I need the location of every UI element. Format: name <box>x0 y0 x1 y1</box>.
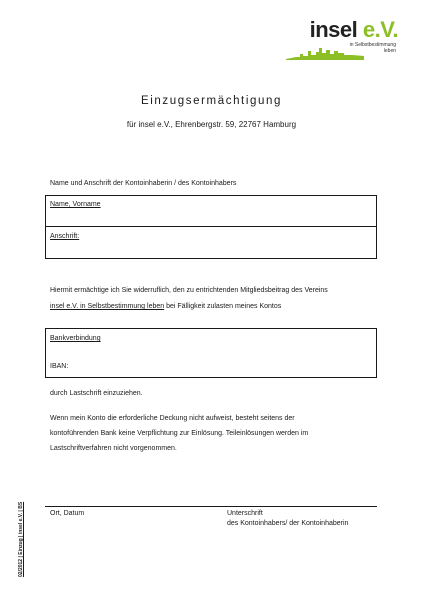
signature-label-line-2: des Kontoinhabers/ der Kontoinhaberin <box>227 520 349 527</box>
bank-details-label: Bankverbindung <box>50 335 101 342</box>
insel-logo <box>286 18 404 58</box>
signature-label-line-1: Unterschrift <box>227 510 263 517</box>
logo-name-ev: e.V. <box>357 17 398 42</box>
logo-tagline-line1: in Selbstbestimmung <box>349 42 396 48</box>
direct-debit-text: durch Lastschrift einzuziehen. <box>50 390 143 397</box>
document-title: Einzugsermächtigung <box>141 95 282 107</box>
name-field-label: Name, Vorname <box>50 201 101 208</box>
iban-label: IBAN: <box>50 363 69 370</box>
notice-line-2: kontoführenden Bank keine Verpflichtung zur Einlösung. Teileinlösungen werden im <box>50 430 309 437</box>
notice-line-1: Wenn mein Konto die erforderliche Deckung nicht aufweist, besteht seitens der <box>50 415 295 422</box>
document-subtitle: für insel e.V., Ehrenbergstr. 59, 22767 Hamburg <box>126 120 297 129</box>
authorization-line-2-rest: bei Fälligkeit zulasten meines Kontos <box>164 303 282 310</box>
place-date-label: Ort, Datum <box>50 510 85 517</box>
authorization-line-2 <box>50 301 281 312</box>
logo-name-main: insel <box>309 17 358 42</box>
notice-line-3: Lastschriftverfahren nicht vorgenommen. <box>50 445 177 452</box>
authorization-line-1: Hiermit ermächtige ich Sie widerruflich, den zu entrichtenden Mitgliedsbeitrag des Vereins <box>50 287 328 294</box>
signature-line <box>45 506 377 507</box>
logo-tagline <box>350 42 396 54</box>
side-form-code: 02/2012 | Einzug | insel e.V. | BS <box>18 501 24 577</box>
logo-tagline-line2: leben <box>383 48 396 54</box>
holder-box-divider <box>45 226 377 227</box>
address-field-label: Anschrift: <box>50 233 80 240</box>
organization-name: insel e.V. in Selbstbestimmung leben <box>50 303 165 310</box>
holder-heading: Name und Anschrift der Kontoinhaberin / des Kontoinhabers <box>50 180 237 187</box>
logo-wordmark <box>310 18 398 42</box>
